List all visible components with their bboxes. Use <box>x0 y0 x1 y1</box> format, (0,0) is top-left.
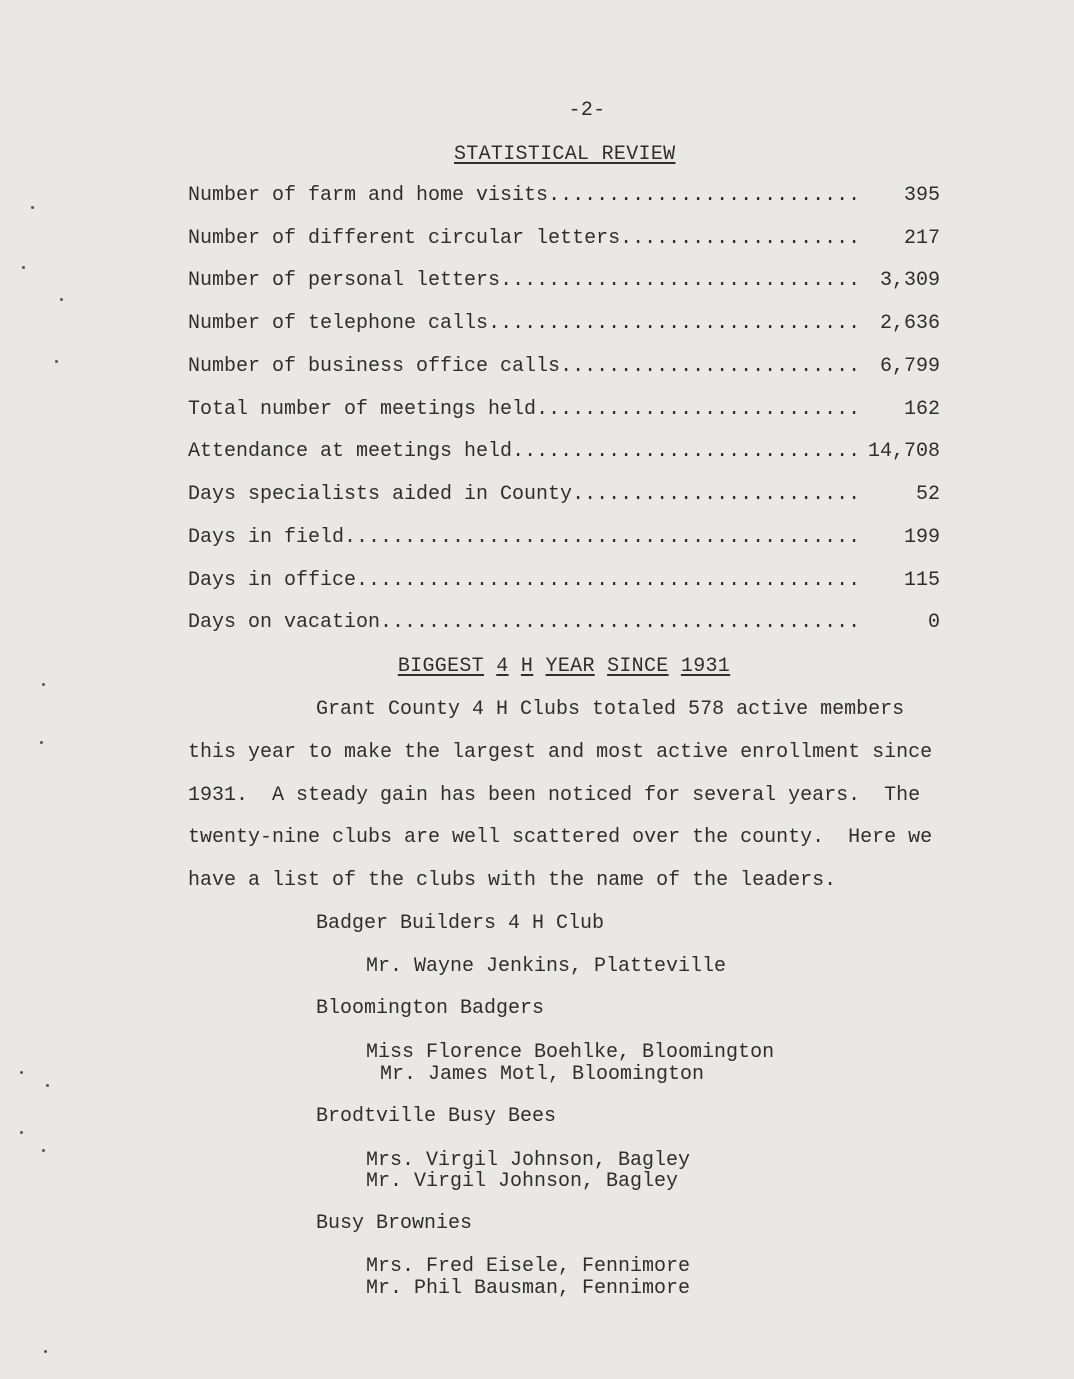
scan-speck <box>44 1350 47 1353</box>
club-name: Badger Builders 4 H Club <box>316 912 605 935</box>
scan-speck <box>40 741 43 744</box>
stat-value: 395 <box>900 185 940 207</box>
stat-row <box>188 185 940 209</box>
stat-row <box>188 527 940 551</box>
club-name: Brodtville Busy Bees <box>316 1105 557 1128</box>
scan-speck <box>55 360 58 363</box>
club-leader: Mr. James Motl, Bloomington <box>380 1063 705 1086</box>
stat-value: 217 <box>900 228 940 250</box>
club-name: Busy Brownies <box>316 1212 473 1235</box>
scan-speck <box>60 298 63 301</box>
stat-row <box>188 612 940 636</box>
stat-row <box>188 484 940 508</box>
stat-row <box>188 441 940 465</box>
stat-value: 162 <box>900 399 940 421</box>
club-leader: Mr. Wayne Jenkins, Platteville <box>366 955 727 978</box>
section-heading <box>0 656 1074 678</box>
paragraph-line: Grant County 4 H Clubs totaled 578 active members <box>316 698 905 721</box>
club-leader: Miss Florence Boehlke, Bloomington <box>366 1041 775 1064</box>
paragraph-line: 1931. A steady gain has been noticed for several years. The <box>188 784 921 807</box>
scan-speck <box>46 1084 49 1087</box>
club-leader: Mr. Phil Bausman, Fennimore <box>366 1277 691 1300</box>
stat-value: 3,309 <box>876 270 940 292</box>
scan-speck <box>20 1131 23 1134</box>
heading-word: YEAR <box>545 655 595 678</box>
stat-label: Days on vacation ..... <box>188 612 860 634</box>
stat-row <box>188 313 940 337</box>
scan-speck <box>42 1149 45 1152</box>
stat-label: Days specialists aided in County ..... <box>188 484 860 506</box>
club-leader: Mrs. Virgil Johnson, Bagley <box>366 1149 691 1172</box>
scan-speck <box>20 1071 23 1074</box>
club-leader: Mrs. Fred Eisele, Fennimore <box>366 1255 691 1278</box>
stat-label: Days in field ..... <box>188 527 860 549</box>
stat-value: 14,708 <box>864 441 940 463</box>
stat-label: Attendance at meetings held ..... <box>188 441 860 463</box>
stat-row <box>188 270 940 294</box>
scan-speck <box>31 206 34 209</box>
paragraph-line: this year to make the largest and most active enrollment since <box>188 741 933 764</box>
heading-word: SINCE <box>607 655 669 678</box>
paragraph-line: twenty-nine clubs are well scattered over the county. Here we <box>188 826 933 849</box>
page-title: STATISTICAL REVIEW <box>454 143 676 166</box>
stat-label: Total number of meetings held ..... <box>188 399 860 421</box>
stat-value: 199 <box>900 527 940 549</box>
heading-word: 4 <box>496 655 509 678</box>
stat-value: 0 <box>924 612 940 634</box>
stat-value: 6,799 <box>876 356 940 378</box>
stat-row <box>188 228 940 252</box>
stat-label: Number of personal letters ..... <box>188 270 860 292</box>
stat-row <box>188 356 940 380</box>
stat-label: Number of business office calls ..... <box>188 356 860 378</box>
stat-label: Number of different circular letters ..... <box>188 228 860 250</box>
stat-value: 2,636 <box>876 313 940 335</box>
scan-speck <box>22 266 25 269</box>
heading-word: 1931 <box>680 655 731 678</box>
stat-row <box>188 399 940 423</box>
scan-speck <box>42 683 45 686</box>
heading-word: BIGGEST <box>397 655 484 678</box>
stat-label: Days in office ..... <box>188 570 860 592</box>
stat-label: Number of farm and home visits ..... <box>188 185 860 207</box>
heading-word: H <box>520 655 534 678</box>
stat-row <box>188 570 940 594</box>
paragraph-line: have a list of the clubs with the name of the leaders. <box>188 869 837 892</box>
stat-value: 52 <box>912 484 940 506</box>
club-leader: Mr. Virgil Johnson, Bagley <box>366 1170 679 1193</box>
club-name: Bloomington Badgers <box>316 997 545 1020</box>
stat-value: 115 <box>900 570 940 592</box>
stat-label: Number of telephone calls ..... <box>188 313 860 335</box>
page-number: -2- <box>568 99 606 122</box>
